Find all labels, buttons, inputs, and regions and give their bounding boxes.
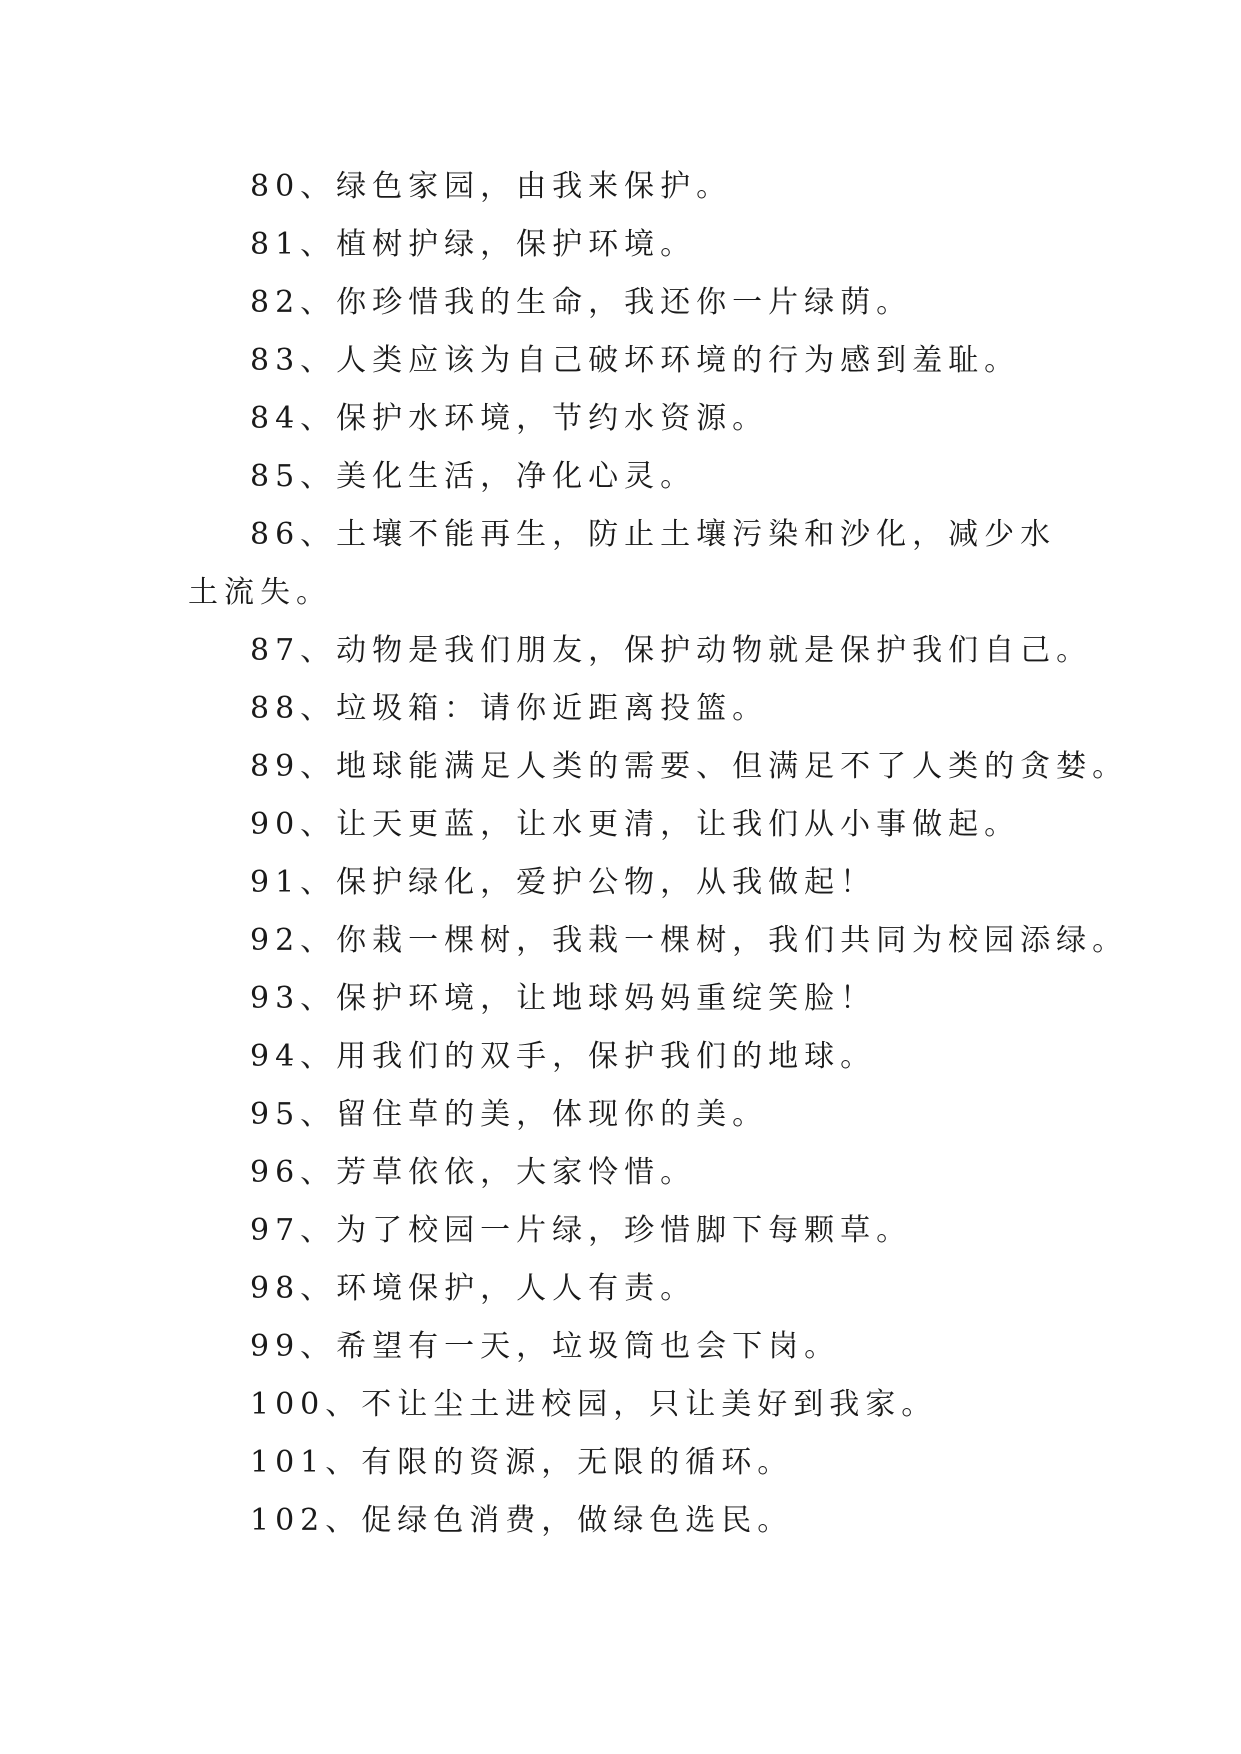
slogan-90: 90、让天更蓝，让水更清，让我们从小事做起。 xyxy=(250,807,1021,842)
slogan-102: 102、促绿色消费，做绿色选民。 xyxy=(250,1503,794,1538)
slogan-list xyxy=(188,158,1129,1550)
slogan-87: 87、动物是我们朋友，保护动物就是保护我们自己。 xyxy=(250,633,1093,668)
slogan-94: 94、用我们的双手，保护我们的地球。 xyxy=(250,1039,877,1074)
slogan-93: 93、保护环境，让地球妈妈重绽笑脸！ xyxy=(250,981,877,1016)
slogan-92: 92、你栽一棵树，我栽一棵树，我们共同为校园添绿。 xyxy=(250,923,1129,958)
slogan-95: 95、留住草的美，体现你的美。 xyxy=(250,1097,769,1132)
slogan-97: 97、为了校园一片绿，珍惜脚下每颗草。 xyxy=(250,1213,913,1248)
slogan-80: 80、绿色家园，由我来保护。 xyxy=(250,169,733,204)
slogan-81: 81、植树护绿，保护环境。 xyxy=(250,227,697,262)
slogan-98: 98、环境保护，人人有责。 xyxy=(250,1271,697,1306)
slogan-84: 84、保护水环境，节约水资源。 xyxy=(250,401,769,436)
slogan-101: 101、有限的资源，无限的循环。 xyxy=(250,1445,794,1480)
slogan-86: 86、土壤不能再生，防止土壤污染和沙化，减少水土流失。 xyxy=(188,517,1057,610)
slogan-83: 83、人类应该为自己破坏环境的行为感到羞耻。 xyxy=(250,343,1021,378)
slogan-88: 88、垃圾箱：请你近距离投篮。 xyxy=(250,691,769,726)
slogan-82: 82、你珍惜我的生命，我还你一片绿荫。 xyxy=(250,285,913,320)
slogan-85: 85、美化生活，净化心灵。 xyxy=(250,459,697,494)
slogan-96: 96、芳草依依，大家怜惜。 xyxy=(250,1155,697,1190)
slogan-99: 99、希望有一天，垃圾筒也会下岗。 xyxy=(250,1329,841,1364)
slogan-91: 91、保护绿化，爱护公物，从我做起！ xyxy=(250,865,877,900)
slogan-89: 89、地球能满足人类的需要、但满足不了人类的贪婪。 xyxy=(250,749,1129,784)
slogan-100: 100、不让尘土进校园，只让美好到我家。 xyxy=(250,1387,938,1422)
